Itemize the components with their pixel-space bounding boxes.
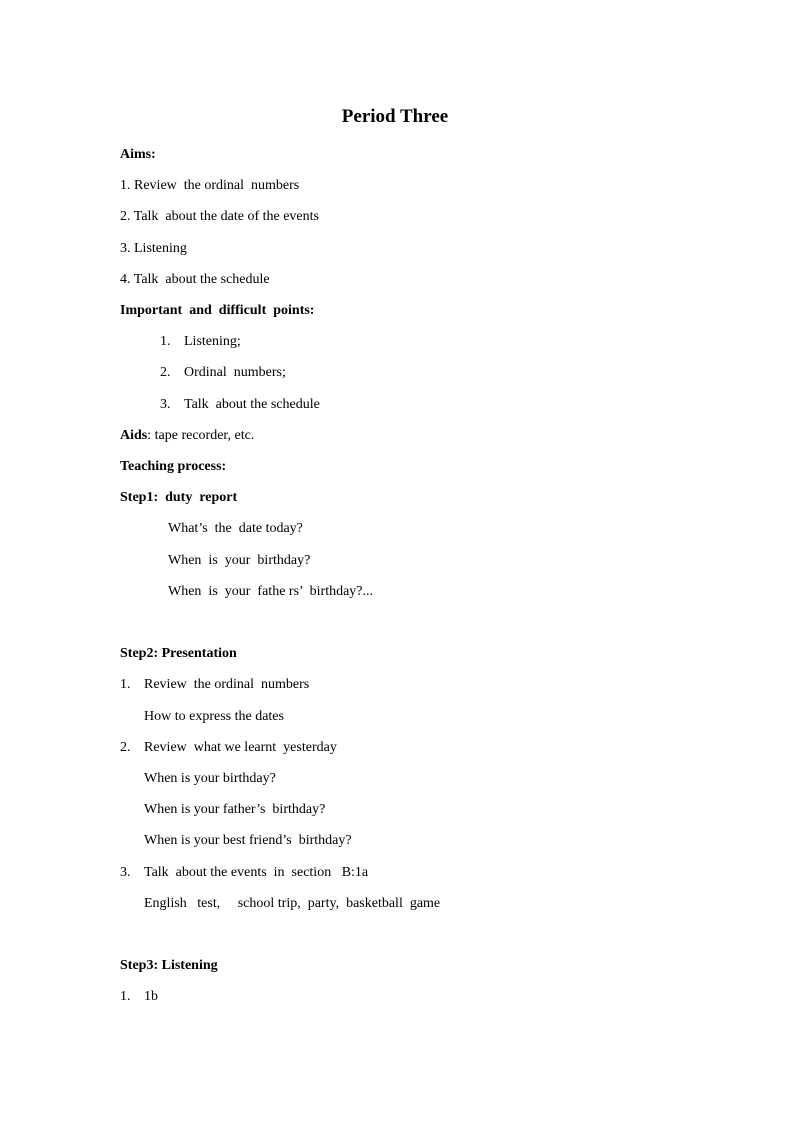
step1-line: When is your birthday? xyxy=(168,553,311,568)
step2-item: When is your best friend’s birthday? xyxy=(144,833,352,848)
step2-item: Talk about the events in section B:1a xyxy=(144,865,369,880)
step2-item: Review the ordinal numbers xyxy=(144,677,310,692)
page-title: Period Three xyxy=(341,106,449,127)
aids-label: Aids xyxy=(120,428,148,443)
aims-heading: Aims: xyxy=(120,147,156,162)
aids-line xyxy=(120,427,254,445)
step2-item: English test, school trip, party, basketball game xyxy=(144,896,441,911)
step2-item: When is your father’s birthday? xyxy=(144,802,326,817)
list-number: 2. xyxy=(160,365,171,380)
important-point-item: Ordinal numbers; xyxy=(184,365,286,380)
step3-item: 1b xyxy=(144,989,158,1004)
aims-item: 4. Talk about the schedule xyxy=(120,272,270,287)
step2-item: How to express the dates xyxy=(144,709,284,724)
list-number: 1. xyxy=(120,677,131,692)
teaching-process-heading: Teaching process: xyxy=(120,459,227,474)
step1-heading: Step1: duty report xyxy=(120,490,238,505)
list-number: 3. xyxy=(120,865,131,880)
aids-text: : tape recorder, etc. xyxy=(147,428,255,443)
important-point-item: Talk about the schedule xyxy=(184,397,320,412)
list-number: 1. xyxy=(120,989,131,1004)
important-points-heading: Important and difficult points: xyxy=(120,303,315,318)
aims-item: 1. Review the ordinal numbers xyxy=(120,178,300,193)
aims-item: 2. Talk about the date of the events xyxy=(120,209,319,224)
list-number: 3. xyxy=(160,397,171,412)
list-number: 2. xyxy=(120,740,131,755)
aims-item: 3. Listening xyxy=(120,241,187,256)
important-point-item: Listening; xyxy=(184,334,241,349)
step2-heading: Step2: Presentation xyxy=(120,646,237,661)
list-number: 1. xyxy=(160,334,171,349)
step2-item: When is your birthday? xyxy=(144,771,276,786)
step2-item: Review what we learnt yesterday xyxy=(144,740,337,755)
step1-line: What’s the date today? xyxy=(168,521,303,536)
step3-heading: Step3: Listening xyxy=(120,958,218,973)
step1-line: When is your fathe rs’ birthday?... xyxy=(168,584,374,599)
